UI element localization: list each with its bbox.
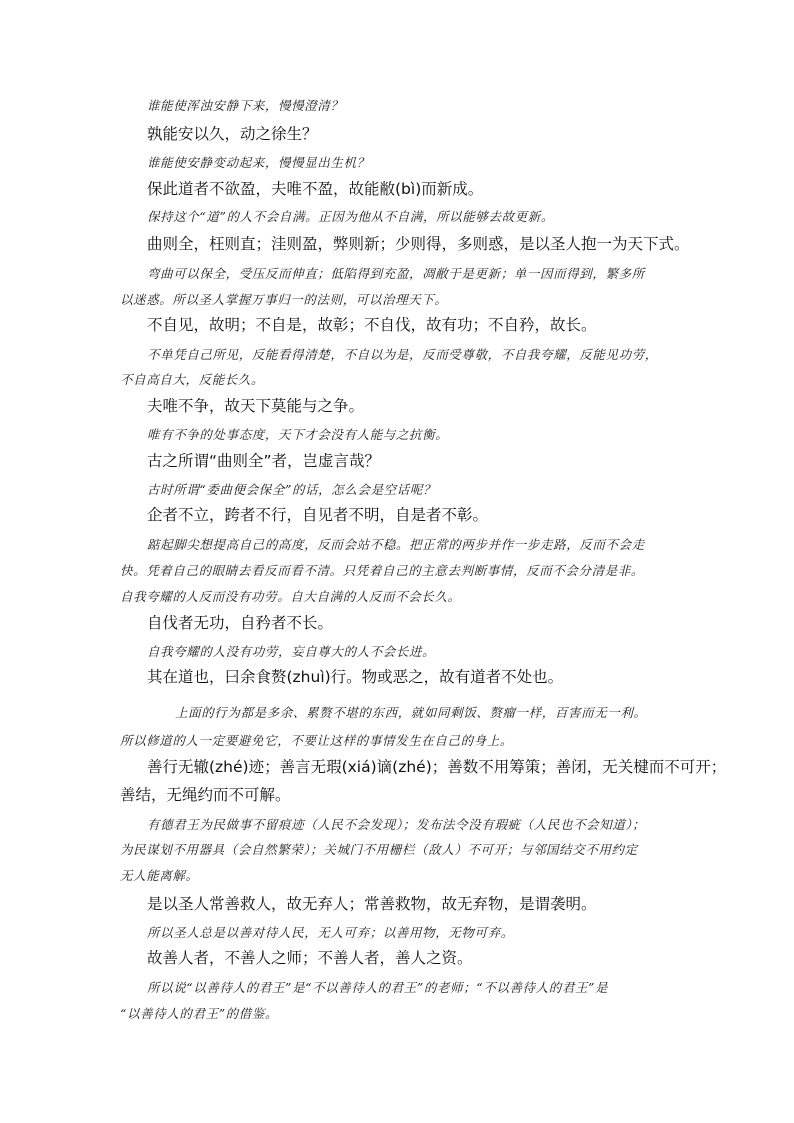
translation-line: 有德君王为民做事不留痕迹（人民不会发现）；发布法令没有瑕疵（人民也不会知道）；: [147, 817, 646, 832]
translation-line: 为民谋划不用器具（会自然繁荣）；关城门不用栅栏（敌人）不可开；与邻国结交不用约定: [120, 842, 638, 857]
translation-line: “以善待人的君王”的借鉴。: [120, 1006, 279, 1021]
original-text-line: 善行无辙(zhé)迹；善言无瑕(xiá)谪(zhé)；善数不用筹策；善闭，无关楗而不可开；: [147, 758, 727, 776]
translation-line: 所以修道的人一定要避免它，不要让这样的事情发生在自己的身上。: [120, 733, 514, 748]
translation-line: 唯有不争的处事态度，天下才会没有人能与之抗衡。: [147, 427, 449, 442]
original-text-line: 是以圣人常善救人，故无弃人；常善救物，故无弃物，是谓袭明。: [147, 895, 597, 913]
translation-line: 上面的行为都是多余、累赘不堪的东西，就如同剩饭、赘瘤一样，百害而无一利。: [175, 705, 647, 720]
translation-line: 快。凭着自己的眼睛去看反而看不清。只凭着自己的主意去判断事情，反而不会分清是非。: [120, 563, 645, 578]
translation-line: 谁能使安静变动起来，慢慢显出生机？: [147, 155, 370, 170]
original-text-line: 古之所谓“曲则全”者，岂虚言哉？: [147, 452, 381, 470]
original-text-line: 善结，无绳约而不可解。: [120, 786, 291, 804]
original-text-line: 曲则全，枉则直；洼则盈，弊则新；少则得，多则惑，是以圣人抱一为天下式。: [147, 235, 690, 253]
original-text-line: 自伐者无功，自矜者不长。: [147, 614, 334, 632]
translation-line: 以迷惑。所以圣人掌握万事归一的法则，可以治理天下。: [120, 292, 448, 307]
original-text-line: 其在道也，曰余食赘(zhuì)行。物或恶之，故有道者不处也。: [147, 668, 564, 686]
translation-line: 古时所谓“委曲便会保全”的话，怎么会是空话呢？: [147, 482, 437, 497]
original-text-line: 故善人者，不善人之师；不善人者，善人之资。: [147, 949, 473, 967]
translation-line: 保持这个“道”的人不会自满。正因为他从不自满，所以能够去故更新。: [147, 209, 554, 224]
original-text-line: 保此道者不欲盈，夫唯不盈，故能敝(bì)而新成。: [147, 180, 484, 198]
translation-line: 踮起脚尖想提高自己的高度，反而会站不稳。把正常的两步并作一步走路，反而不会走: [147, 537, 645, 552]
translation-line: 无人能离解。: [120, 868, 199, 883]
translation-line: 所以圣人总是以善对待人民，无人可弃；以善用物，无物可弃。: [147, 925, 514, 940]
original-text-line: 夫唯不争，故天下莫能与之争。: [147, 397, 365, 415]
translation-line: 谁能使浑浊安静下来，慢慢澄清？: [147, 98, 344, 113]
translation-line: 不自高自大，反能长久。: [120, 372, 265, 387]
translation-line: 自我夸耀的人没有功劳，妄自尊大的人不会长进。: [147, 644, 436, 659]
original-text-line: 不自见，故明；不自是，故彰；不自伐，故有功；不自矜，故长。: [147, 316, 597, 334]
translation-line: 弯曲可以保全，受压反而伸直；低陷得到充盈，凋敝于是更新；单一因而得到，繁多所: [147, 266, 645, 281]
original-text-line: 企者不立，跨者不行，自见者不明，自是者不彰。: [147, 506, 489, 524]
translation-line: 自我夸耀的人反而没有功劳。自大自满的人反而不会长久。: [120, 589, 461, 604]
original-text-line: 孰能安以久，动之徐生？: [147, 125, 318, 143]
translation-line: 不单凭自己所见，反能看得清楚，不自以为是，反而受尊敬，不自我夸耀，反能见功劳，: [147, 347, 658, 362]
translation-line: 所以说“以善待人的君王”是“不以善待人的君王”的老师；“不以善待人的君王”是: [147, 980, 609, 995]
